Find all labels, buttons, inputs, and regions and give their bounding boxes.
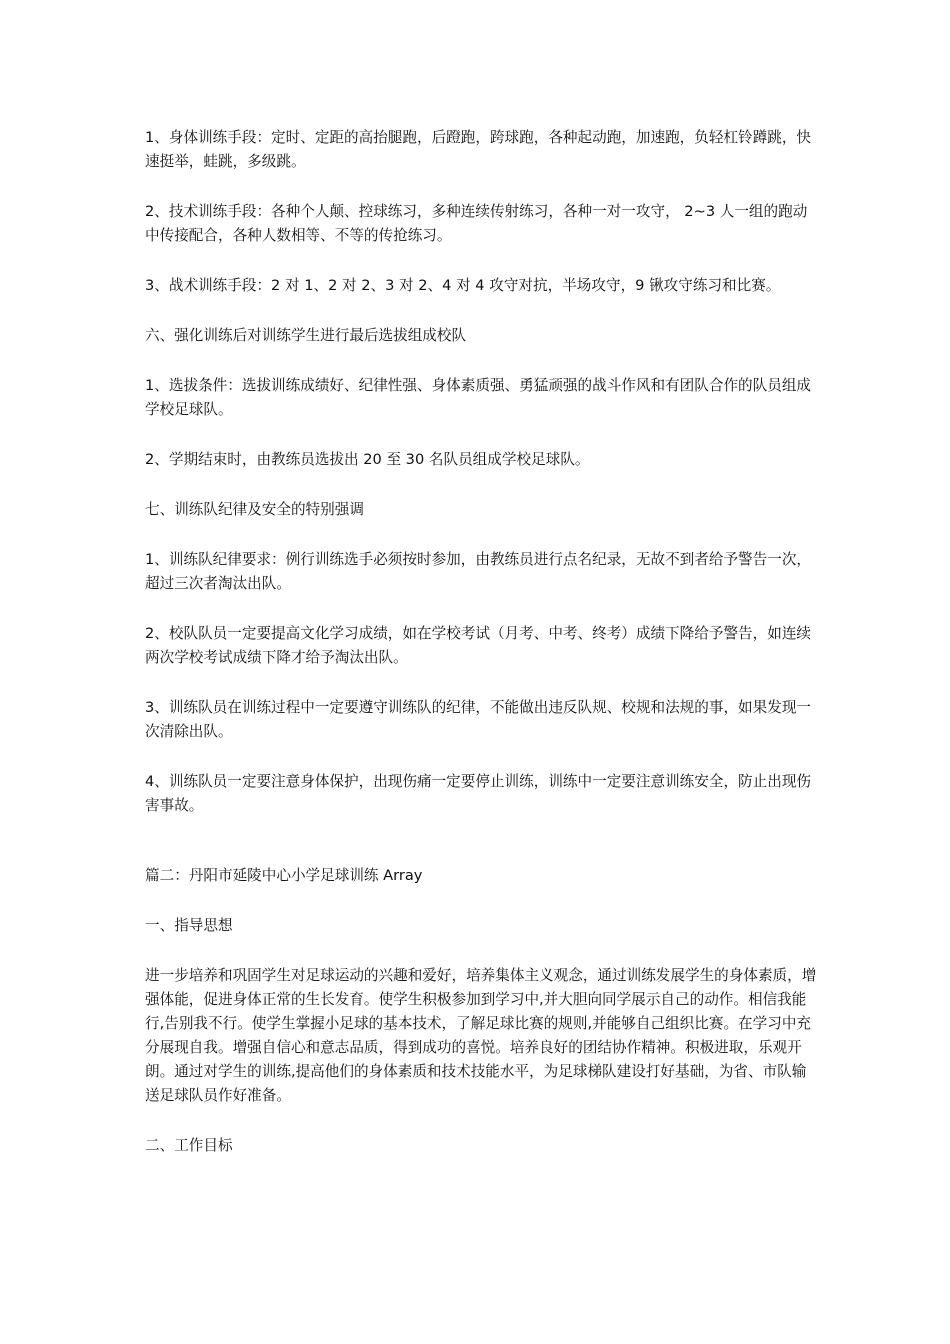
document-body	[145, 126, 817, 1184]
paragraph-selection-conditions: 1、选拔条件：选拔训练成绩好、纪律性强、身体素质强、勇猛顽强的战斗作风和有团队合作的队员组成学校足球队。	[145, 377, 812, 418]
paragraph-team-rules: 3、训练队员在训练过程中一定要遵守训练队的纪律，不能做出违反队规、校规和法规的事，如果发现一次清除出队。	[145, 699, 812, 740]
article-two-title: 篇二：丹阳市延陵中心小学足球训练 Array	[145, 867, 423, 884]
paragraph-discipline-requirements: 1、训练队纪律要求：例行训练选手必须按时参加，由教练员进行点名纪录，无故不到者给予警告一次，超过三次者淘汰出队。	[145, 551, 812, 592]
paragraph-technique-training: 2、技术训练手段：各种个人颠、控球练习，多种连续传射练习，各种一对一攻守， 2~3 人一组的跑动中传接配合，各种人数相等、不等的传抢练习。	[145, 203, 808, 244]
section-heading-seven: 七、训练队纪律及安全的特别强调	[145, 501, 364, 518]
paragraph-guiding-ideology: 进一步培养和巩固学生对足球运动的兴趣和爱好，培养集体主义观念，通过训练发展学生的身体素质，增强体能，促进身体正常的生长发育。使学生积极参加到学习中,并大胆向同学展示自己的动作。相信我能行,告别我不行。使学生掌握小足球的基本技术，了解足球比赛的规则,并能够自己组织比赛。在学习中充分展现自我。增强自信心和意志品质，得到成功的喜悦。培养良好的团结协作精神。积极进取，乐观开朗。通过对学生的训练,提高他们的身体素质和技术技能水平，为足球梯队建设打好基础，为省、市队输送足球队员作好准备。	[145, 967, 817, 1104]
paragraph-safety: 4、训练队员一定要注意身体保护，出现伤痛一定要停止训练，训练中一定要注意训练安全，防止出现伤害事故。	[145, 773, 812, 814]
section-heading-work-goals: 二、工作目标	[145, 1137, 233, 1154]
paragraph-term-end-selection: 2、学期结束时，由教练员选拔出 20 至 30 名队员组成学校足球队。	[145, 451, 590, 468]
section-heading-six: 六、强化训练后对训练学生进行最后选拔组成校队	[145, 327, 467, 344]
paragraph-tactics-training: 3、战术训练手段：2 对 1、2 对 2、3 对 2、4 对 4 攻守对抗，半场攻守，9 锹攻守练习和比赛。	[145, 277, 781, 294]
section-heading-guiding-ideology: 一、指导思想	[145, 917, 233, 934]
paragraph-academic-requirements: 2、校队队员一定要提高文化学习成绩，如在学校考试（月考、中考、终考）成绩下降给予警告，如连续两次学校考试成绩下降才给予淘汰出队。	[145, 625, 812, 666]
paragraph-body-training: 1、身体训练手段：定时、定距的高抬腿跑，后蹬跑，跨球跑，各种起动跑，加速跑，负轻杠铃蹲跳，快速挺举，蛙跳，多级跳。	[145, 129, 812, 170]
